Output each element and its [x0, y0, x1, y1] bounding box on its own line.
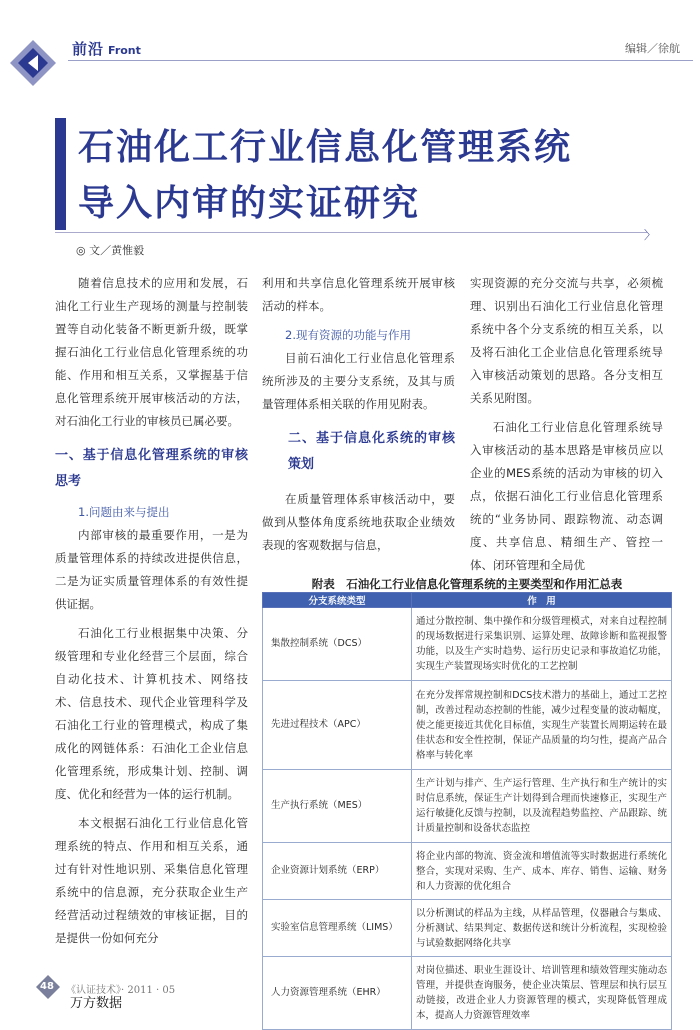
table-cell-function: 在充分发挥常规控制和DCS技术潜力的基础上，通过工艺控制，改善过程动态控制的性能，减少过程变量的波动幅度，使之能更接近其优化目标值，实现生产装置长周期运转在最佳状态和安全性控制，保证产品质量的均匀性，提高产品合格率与转化率 — [412, 681, 672, 770]
editor-credit: 编辑／徐航 — [625, 42, 680, 55]
table-cell-function: 以分析测试的样品为主线，从样品管理，仪器融合与集成、分析测试、结果判定、数据传送和统计分析流程，实现检验与试验数据网络化共享 — [412, 900, 672, 957]
table-row — [263, 900, 672, 957]
subsection-heading-1-1: 1.问题由来与提出 — [78, 505, 170, 519]
system-types-table — [262, 592, 672, 1030]
table-caption: 附表 石油化工行业信息化管理系统的主要类型和作用汇总表 — [311, 577, 623, 591]
section-heading-2: 二、基于信息化系统的审核策划 — [288, 431, 455, 472]
article-title-line-1: 石油化工行业信息化管理系统 — [78, 127, 573, 168]
section-label-cn: 前沿 — [72, 40, 105, 58]
title-rule — [55, 232, 647, 233]
table-cell-function: 将企业内部的物流、资金流和增值流等实时数据进行系统化整合，实现对采购、生产、成本、库存、销售、运输、财务和人力资源的优化组合 — [412, 843, 672, 900]
paragraph: 利用和共享信息化管理系统开展审核活动的样本。 — [262, 276, 455, 313]
page-number: 48 — [40, 981, 54, 992]
subsection-heading-1-2: 2.现有资源的功能与作用 — [285, 328, 411, 342]
article-title-line-2: 导入内审的实证研究 — [78, 183, 421, 224]
paragraph: 在质量管理体系审核活动中，要做到从整体角度系统地获取企业绩效表现的客观数据与信息， — [262, 492, 455, 552]
table-cell-type: 集散控制系统（DCS） — [263, 608, 412, 681]
title-accent-bar — [55, 118, 66, 230]
body-column-1 — [55, 272, 248, 950]
table-cell-function: 通过分散控制、集中操作和分级管理模式，对来自过程控制的现场数据进行采集识别、运算处理、故障诊断和监视报警功能，以及生产实时趋势、运行历史记录和事故追忆功能，实现生产装置现场实时优化的工艺控制 — [412, 608, 672, 681]
paragraph: 本文根据石油化工行业信息化管理系统的特点、作用和相互关系，通过有针对性地识别、采集信息化管理系统中的信息源，充分获取企业生产经营活动过程绩效的审核证据，目的是提供一份如何充分 — [55, 816, 248, 945]
table-cell-type: 生产执行系统（MES） — [263, 770, 412, 843]
table-row — [263, 957, 672, 1030]
table-cell-type: 人力资源管理系统（EHR） — [263, 957, 412, 1030]
table-cell-type: 企业资源计划系统（ERP） — [263, 843, 412, 900]
table-header-function: 作 用 — [412, 593, 672, 608]
table-header-row — [263, 593, 672, 608]
table-cell-function: 生产计划与排产、生产运行管理、生产执行和生产统计的实时信息系统，保证生产计划得到合理而快速修正，实现生产运行敏捷化反馈与控制，以及流程趋势监控、产品跟踪、统计质量控制和设备状态监控 — [412, 770, 672, 843]
table-row — [263, 608, 672, 681]
paragraph: 石油化工行业根据集中决策、分级管理和专业化经营三个层面，综合自动化技术、计算机技术、网络技术、信息技术、现代企业管理科学及石油化工行业的管理模式，构成了集成化的网链体系：石油化工企业信息化管理系统，形成集计划、控制、调度、优化和经营为一体的运行机制。 — [55, 626, 248, 801]
section-label-en: Front — [108, 44, 141, 57]
section-diamond-icon — [8, 38, 58, 88]
body-column-2 — [262, 272, 455, 557]
paragraph: 石油化工行业信息化管理系统导入审核活动的基本思路是审核员应以企业的MES系统的活动为审核的切入点，依据石油化工行业信息化管理系统的“业务协同、跟踪物流、动态调度、共享信息、精细生产、管控一体、闭环管理和全局优 — [470, 420, 663, 572]
table-row — [263, 770, 672, 843]
table-cell-type: 实验室信息管理系统（LIMS） — [263, 900, 412, 957]
table-cell-function: 对岗位描述、职业生涯设计、培训管理和绩效管理实施动态管理，并提供查询服务，使企业决策层、管理层和执行层互动链接，改进企业人力资源管理的模式，实现降低管理成本，提高人力资源管理效率 — [412, 957, 672, 1030]
table-row — [263, 681, 672, 770]
watermark: 万方数据 — [70, 996, 123, 1011]
chevron-right-icon: 〉 — [644, 228, 657, 242]
author-byline: ◎ 文／黄惟毅 — [76, 244, 145, 257]
paragraph: 实现资源的充分交流与共享，必须梳理、识别出石油化工行业信息化管理系统中各个分支系统的相互关系，以及将石油化工企业信息化管理系统导入审核活动策划的思路。各分支相互关系见附图。 — [470, 276, 663, 405]
table-row — [263, 843, 672, 900]
body-column-3 — [470, 272, 663, 577]
paragraph: 目前石油化工行业信息化管理系统所涉及的主要分支系统，及其与质量管理体系相关联的作用见附表。 — [262, 351, 455, 411]
section-heading-1: 一、基于信息化管理系统的审核思考 — [55, 448, 248, 489]
header-rule — [68, 60, 693, 61]
section-label — [72, 38, 141, 59]
table-cell-type: 先进过程技术（APC） — [263, 681, 412, 770]
magazine-issue: 《认证技术》· 2011 · 05 — [66, 985, 176, 996]
paragraph: 内部审核的最重要作用，一是为质量管理体系的持续改进提供信息，二是为证实质量管理体系的有效性提供证据。 — [55, 528, 248, 611]
paragraph: 随着信息技术的应用和发展，石油化工行业生产现场的测量与控制装置等自动化装备不断更新升级，既掌握石油化工行业信息化管理系统的功能、作用和相互关系，又掌握基于信息化管理系统开展审核活动的方法，对石油化工行业的审核员已属必要。 — [55, 276, 248, 428]
table-header-type: 分支系统类型 — [263, 593, 412, 608]
